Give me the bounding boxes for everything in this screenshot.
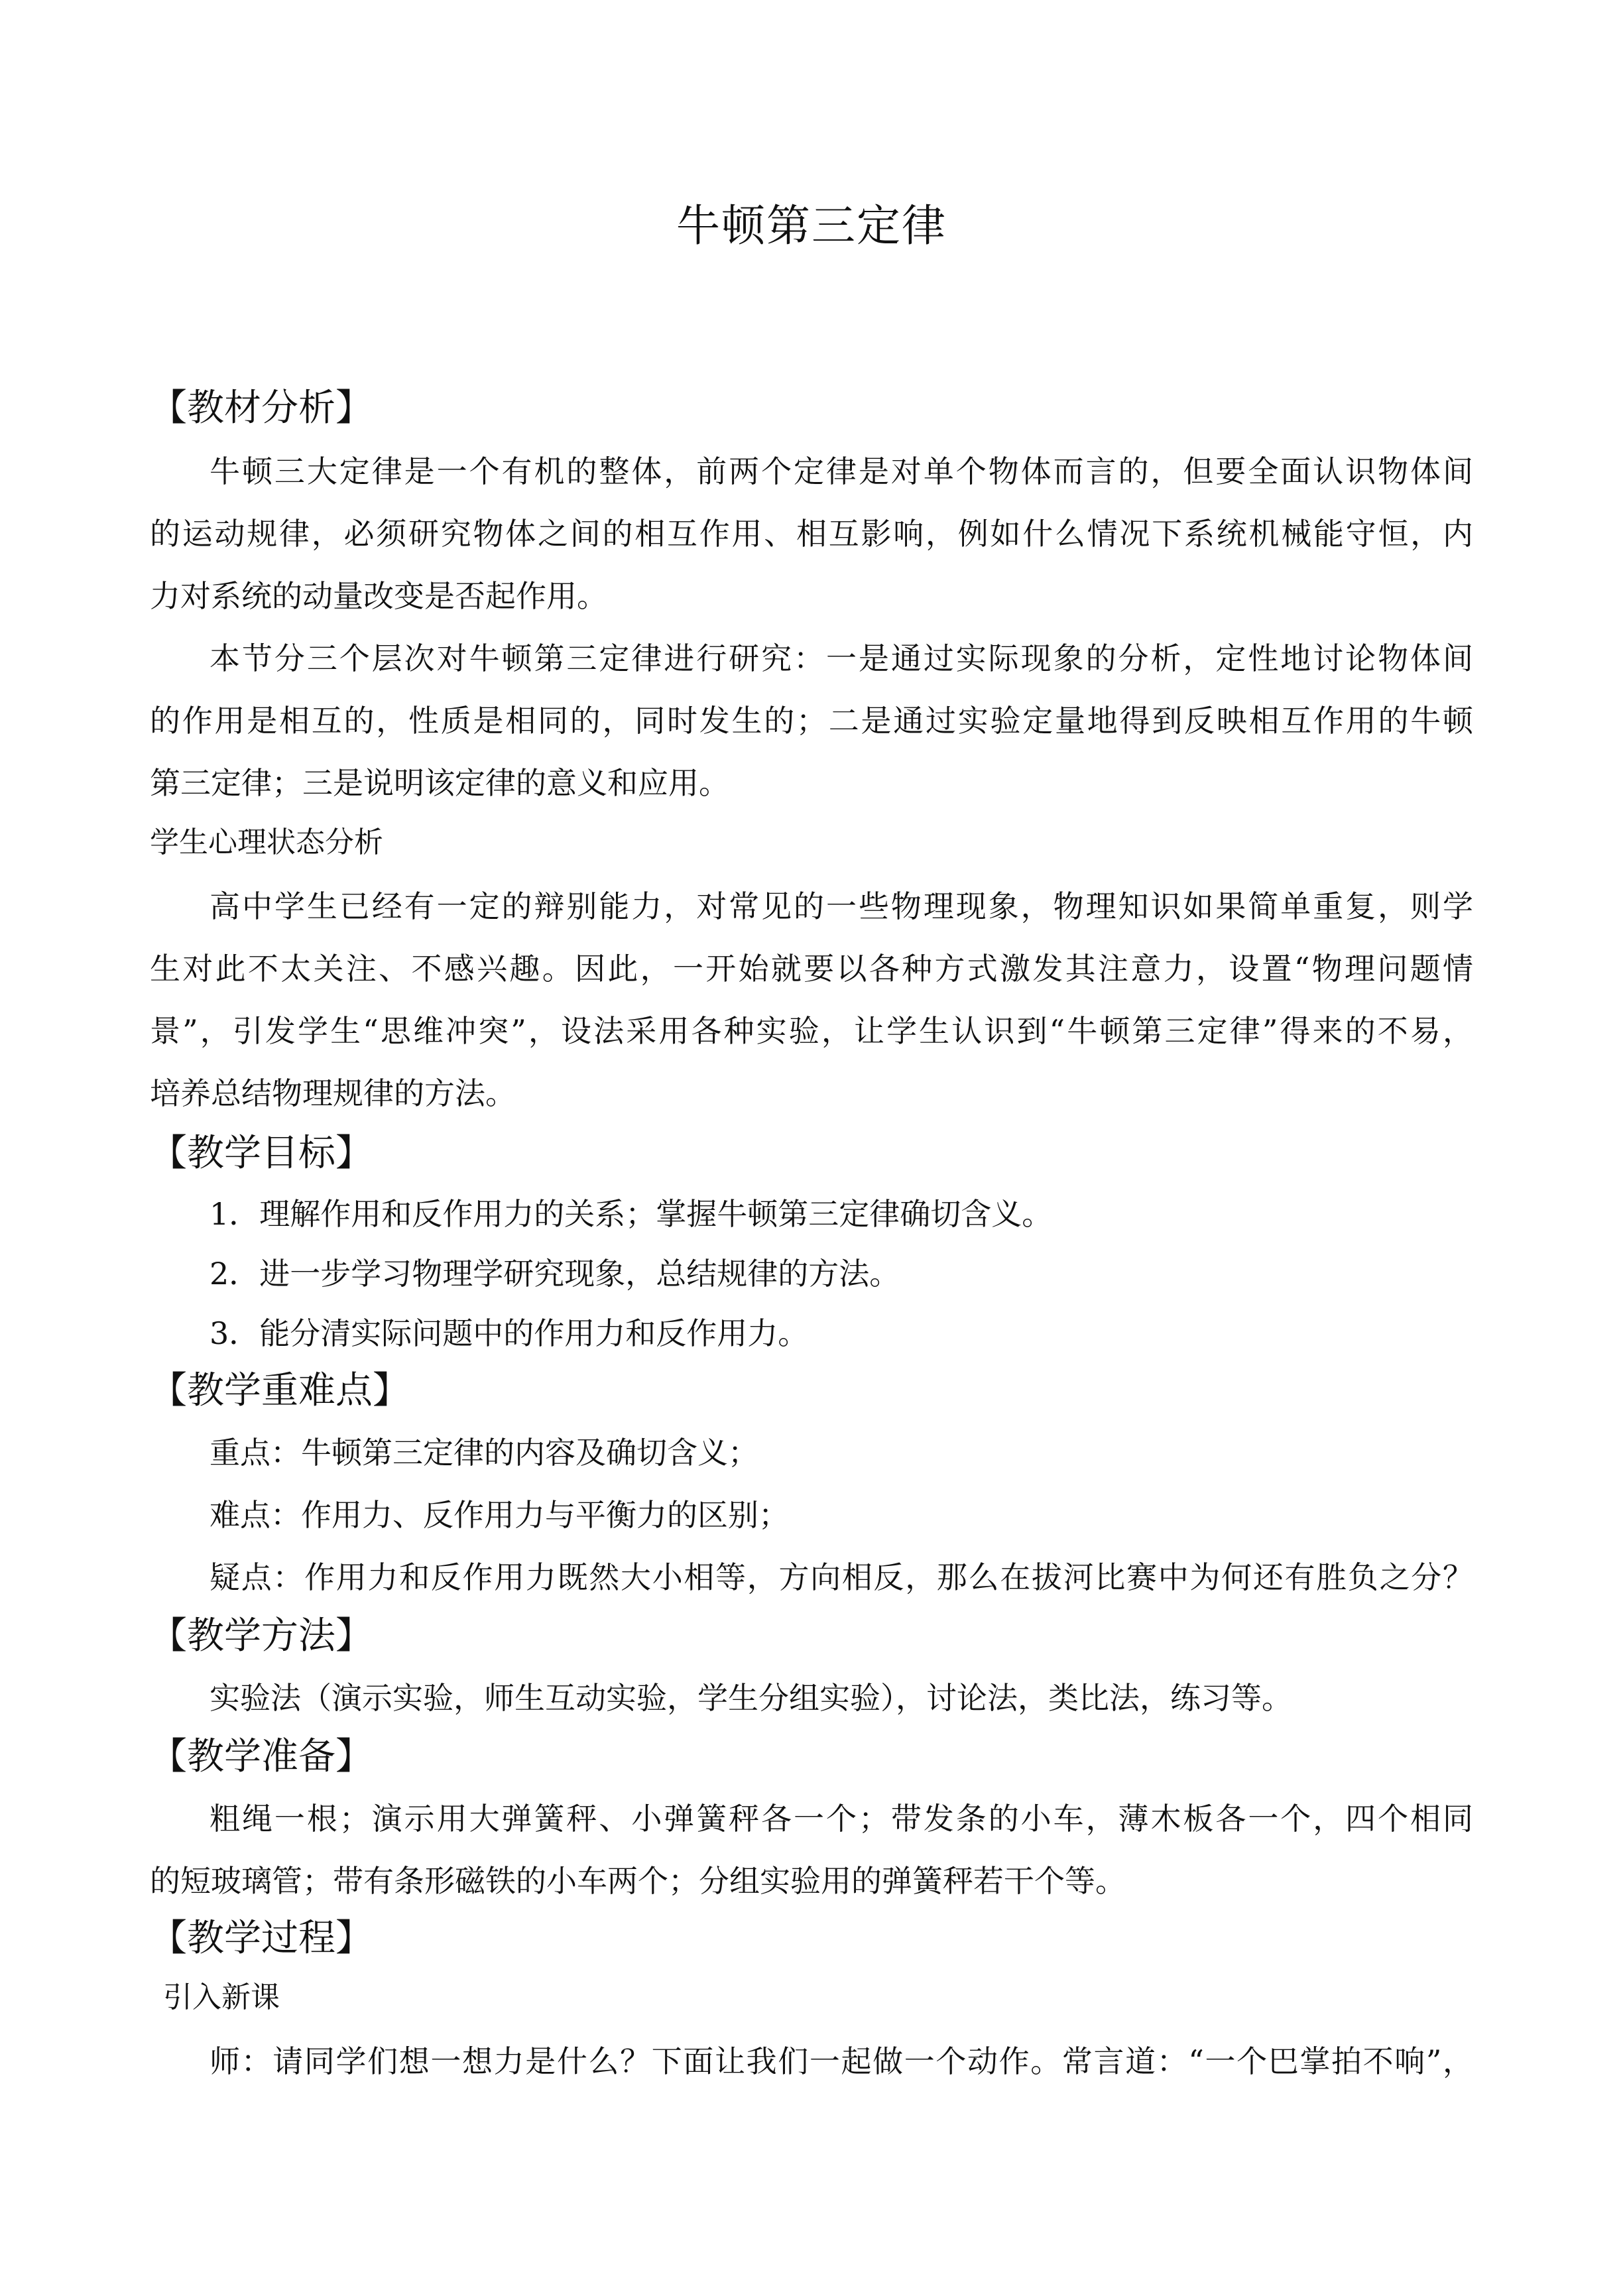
heading-key-difficult-points: 【教学重难点】 [150, 1369, 410, 1412]
goal-item: 1．理解作用和反作用力的关系；掌握牛顿第三定律确切含义。 [210, 1196, 1053, 1232]
doubt-point-item: 疑点：作用力和反作用力既然大小相等，方向相反，那么在拔河比赛中为何还有胜负之分？ [210, 1559, 1473, 1595]
paragraph-line: 第三定律；三是说明该定律的意义和应用。 [150, 765, 729, 801]
heading-teaching-goals: 【教学目标】 [150, 1132, 373, 1175]
paragraph-line: 本节分三个层次对牛顿第三定律进行研究：一是通过实际现象的分析，定性地讨论物体间 [210, 640, 1473, 676]
paragraph-line: 粗绳一根；演示用大弹簧秤、小弹簧秤各一个；带发条的小车，薄木板各一个，四个相同 [210, 1801, 1473, 1837]
goal-item: 3．能分清实际问题中的作用力和反作用力。 [210, 1315, 809, 1351]
document-title: 牛顿第三定律 [676, 200, 947, 251]
key-point-item: 重点：牛顿第三定律的内容及确切含义； [210, 1435, 758, 1471]
heading-teaching-methods: 【教学方法】 [150, 1614, 373, 1658]
paragraph-line: 生对此不太关注、不感兴趣。因此，一开始就要以各种方式激发其注意力，设置“物理问题情 [150, 951, 1473, 987]
difficult-point-item: 难点：作用力、反作用力与平衡力的区别； [210, 1497, 789, 1533]
subheading-student-psychology: 学生心理状态分析 [150, 825, 383, 859]
method-text: 实验法（演示实验，师生互动实验，学生分组实验），讨论法，类比法，练习等。 [210, 1680, 1292, 1716]
paragraph-line: 力对系统的动量改变是否起作用。 [150, 578, 607, 614]
paragraph-line: 牛顿三大定律是一个有机的整体，前两个定律是对单个物体而言的，但要全面认识物体间 [210, 453, 1473, 489]
paragraph-line: 高中学生已经有一定的辩别能力，对常见的一些物理现象，物理知识如果简单重复，则学 [210, 888, 1473, 924]
heading-teaching-process: 【教学过程】 [150, 1917, 373, 1960]
paragraph-line: 培养总结物理规律的方法。 [150, 1075, 516, 1111]
heading-material-analysis: 【教材分析】 [150, 387, 373, 430]
paragraph-line: 的作用是相互的，性质是相同的，同时发生的；二是通过实验定量地得到反映相互作用的牛顿 [150, 703, 1473, 739]
paragraph-line: 的短玻璃管；带有条形磁铁的小车两个；分组实验用的弹簧秤若干个等。 [150, 1863, 1126, 1899]
paragraph-line: 景”，引发学生“思维冲突”，设法采用各种实验，让学生认识到“牛顿第三定律”得来的不易， [150, 1013, 1473, 1049]
paragraph-line: 师：请同学们想一想力是什么？下面让我们一起做一个动作。常言道：“一个巴掌拍不响”， [210, 2043, 1473, 2079]
paragraph-line: 的运动规律，必须研究物体之间的相互作用、相互影响，例如什么情况下系统机械能守恒，内 [150, 516, 1473, 552]
subheading-introduce-new-lesson: 引入新课 [163, 1980, 280, 2014]
goal-item: 2．进一步学习物理学研究现象，总结规律的方法。 [210, 1256, 900, 1292]
heading-teaching-preparation: 【教学准备】 [150, 1735, 373, 1778]
